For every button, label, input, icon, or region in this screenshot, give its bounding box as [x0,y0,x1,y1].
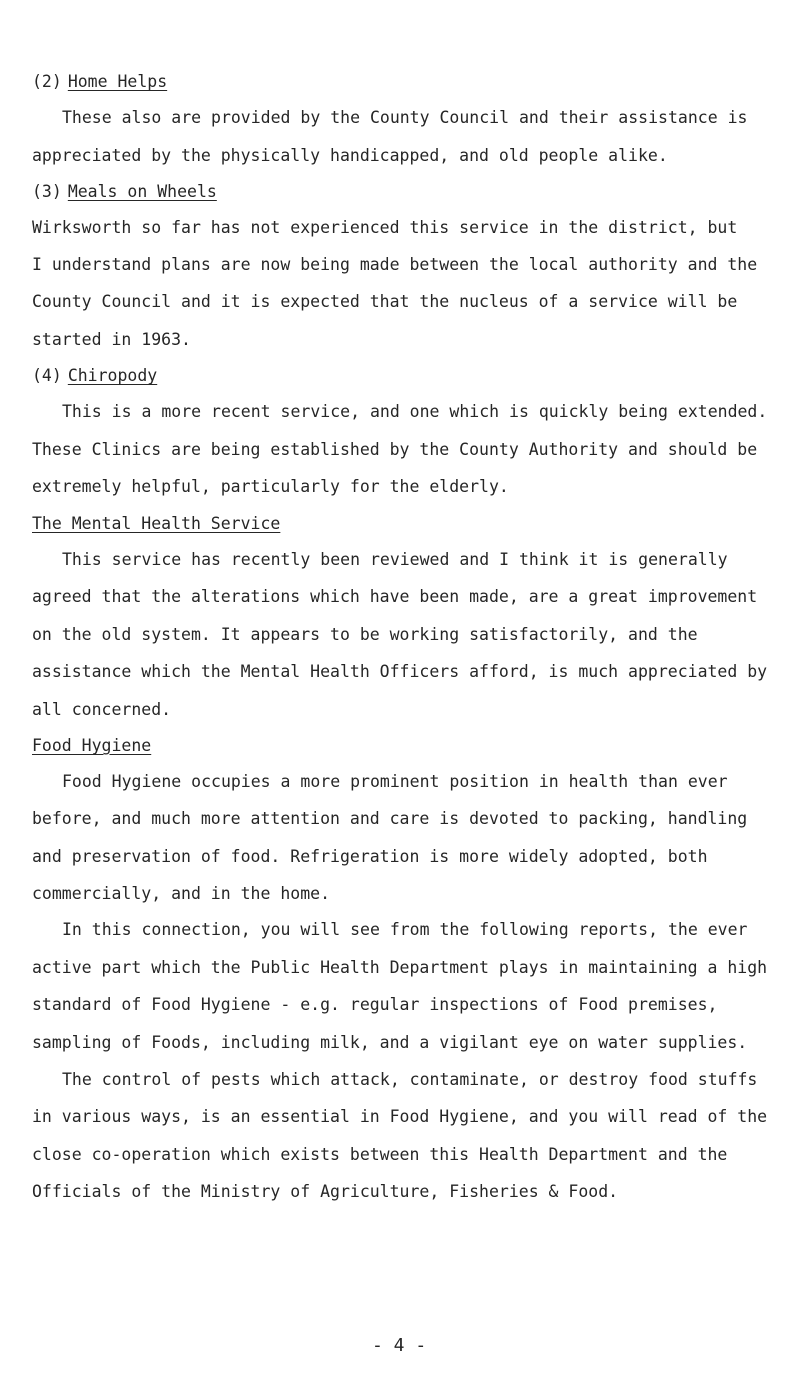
paragraph-line: on the old system. It appears to be working satisfactorily, and the [32,625,698,644]
section-heading-home-helps [32,72,167,91]
paragraph-line: appreciated by the physically handicapped, and old people alike. [32,146,668,165]
paragraph-line: all concerned. [32,700,172,719]
heading-text: Home Helps [67,72,168,91]
section-heading-food-hygiene: Food Hygiene [32,736,152,755]
paragraph-line: Wirksworth so far has not experienced this service in the district, but [32,218,738,237]
paragraph-line: The control of pests which attack, contaminate, or destroy food stuffs [62,1070,758,1089]
paragraph-line: I understand plans are now being made between the local authority and the [32,255,758,274]
paragraph-line: agreed that the alterations which have been made, are a great improvement [32,587,758,606]
paragraph-line: This service has recently been reviewed and I think it is generally [62,550,728,569]
section-heading-meals-on-wheels [32,182,217,201]
paragraph-line: close co-operation which exists between this Health Department and the [32,1145,728,1164]
section-number: (4) [32,366,62,385]
paragraph-line: Food Hygiene occupies a more prominent position in health than ever [62,772,728,791]
paragraph-line: standard of Food Hygiene - e.g. regular inspections of Food premises, [32,995,718,1014]
paragraph-line: These Clinics are being established by the County Authority and should be [32,440,758,459]
paragraph-line: Officials of the Ministry of Agriculture, Fisheries & Food. [32,1182,619,1201]
paragraph-line: and preservation of food. Refrigeration is more widely adopted, both [32,847,708,866]
section-number: (2) [32,72,62,91]
paragraph-line: extremely helpful, particularly for the elderly. [32,477,509,496]
paragraph-line: In this connection, you will see from the following reports, the ever [62,920,748,939]
paragraph-line: sampling of Foods, including milk, and a vigilant eye on water supplies. [32,1033,748,1052]
paragraph-line: before, and much more attention and care is devoted to packing, handling [32,809,748,828]
paragraph-line: This is a more recent service, and one which is quickly being extended. [62,402,768,421]
section-heading-mental-health: The Mental Health Service [32,514,281,533]
section-number: (3) [32,182,62,201]
paragraph-line: started in 1963. [32,330,191,349]
page-number: - 4 - [372,1335,427,1356]
heading-text: Meals on Wheels [67,182,217,201]
paragraph-line: These also are provided by the County Council and their assistance is [62,108,748,127]
section-heading-chiropody [32,366,157,385]
paragraph-line: commercially, and in the home. [32,884,331,903]
paragraph-line: assistance which the Mental Health Officers afford, is much appreciated by [32,662,768,681]
paragraph-line: active part which the Public Health Department plays in maintaining a high [32,958,768,977]
heading-text: Chiropody [67,366,158,385]
paragraph-line: in various ways, is an essential in Food Hygiene, and you will read of the [32,1107,768,1126]
paragraph-line: County Council and it is expected that the nucleus of a service will be [32,292,738,311]
